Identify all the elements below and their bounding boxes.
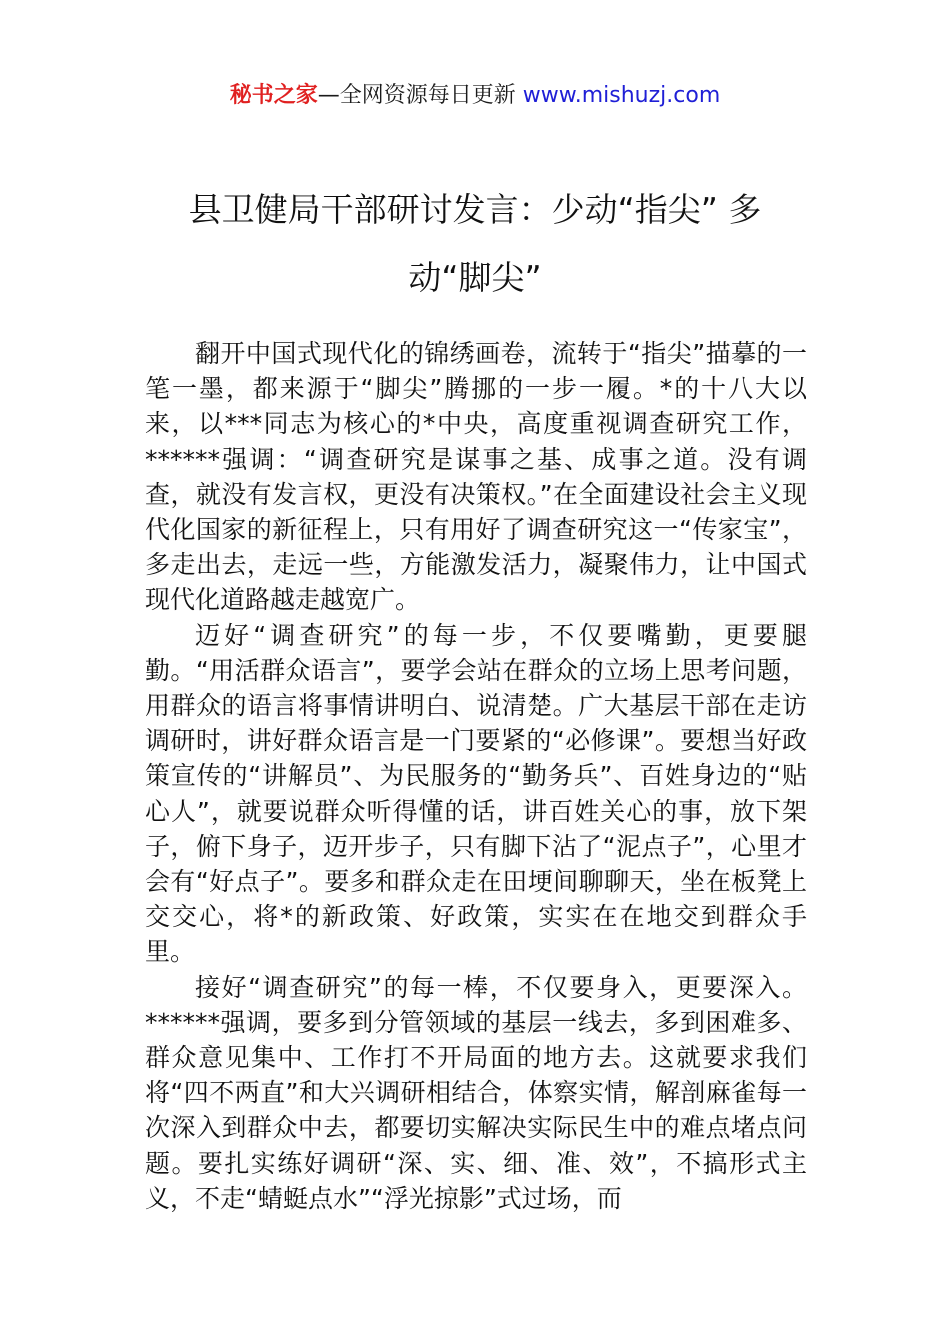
site-tagline: —全网资源每日更新 [317, 83, 523, 108]
site-header [0, 80, 950, 112]
document-body [145, 336, 807, 1216]
paragraph-1: 翻开中国式现代化的锦绣画卷，流转于“指尖”描摹的一笔一墨，都来源于“脚尖”腾挪的一步一履。*的十八大以来，以***同志为核心的*中央，高度重视调查研究工作，******强调：“调查研究是谋事之基、成事之道。没有调查，就没有发言权，更没有决策权。”在全面建设社会主义现代化国家的新征程上，只有用好了调查研究这一“传家宝”，多走出去，走远一些，方能激发活力，凝聚伟力，让中国式现代化道路越走越宽广。 [145, 339, 807, 615]
document-title [140, 176, 810, 312]
paragraph-2: 迈好“调查研究”的每一步，不仅要嘴勤，更要腿勤。“用活群众语言”，要学会站在群众的立场上思考问题，用群众的语言将事情讲明白、说清楚。广大基层干部在走访调研时，讲好群众语言是一门要紧的“必修课”。要想当好政策宣传的“讲解员”、为民服务的“勤务兵”、百姓身边的“贴心人”，就要说群众听得懂的话，讲百姓关心的事，放下架子，俯下身子，迈开步子，只有脚下沾了“泥点子”，心里才会有“好点子”。要多和群众走在田埂间聊聊天，坐在板凳上交交心，将*的新政策、好政策，实实在在地交到群众手里。 [145, 620, 807, 967]
title-line-2: 动“脚尖” [408, 258, 542, 297]
paragraph-3: 接好“调查研究”的每一棒，不仅要身入，更要深入。******强调，要多到分管领域的基层一线去，多到困难多、群众意见集中、工作打不开局面的地方去。这就要求我们将“四不两直”和大兴调研相结合，体察实情，解剖麻雀每一次深入到群众中去，都要切实解决实际民生中的难点堵点问题。要扎实练好调研“深、实、细、准、效”，不搞形式主义，不走“蜻蜓点水”“浮光掠影”式过场，而 [145, 972, 807, 1213]
title-line-1: 县卫健局干部研讨发言：少动“指尖” 多 [188, 190, 762, 229]
site-brand: 秘书之家 [229, 83, 318, 108]
site-url-link[interactable]: www.mishuzj.com [522, 83, 721, 108]
